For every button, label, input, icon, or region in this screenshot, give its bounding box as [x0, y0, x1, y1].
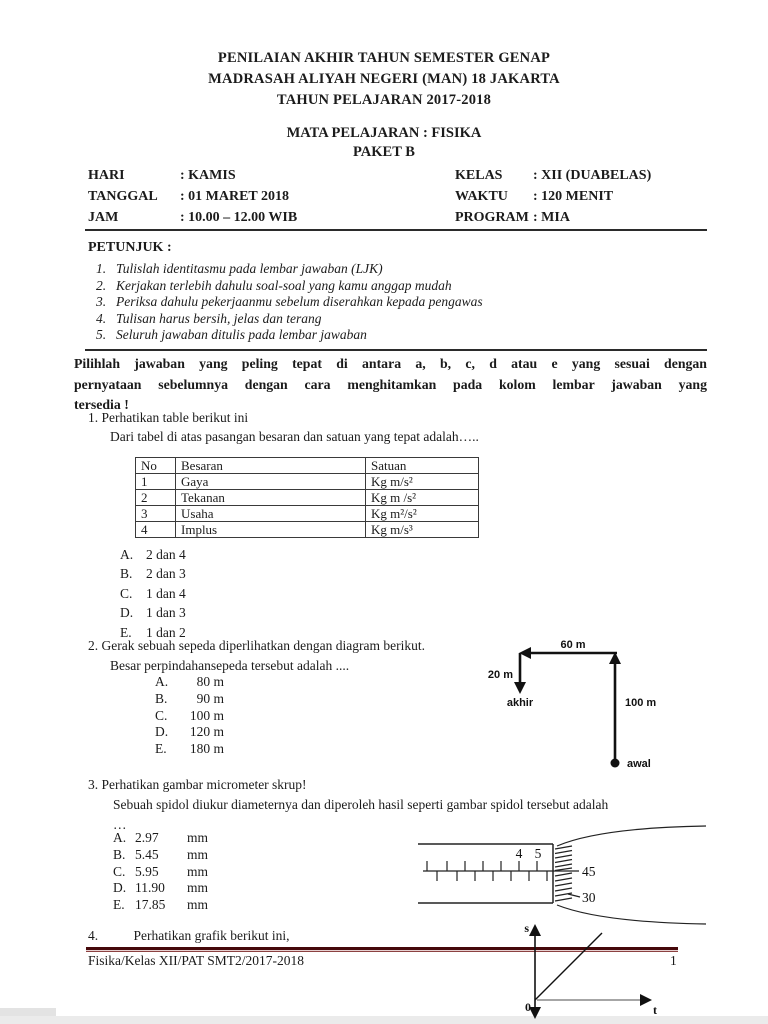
petunjuk-item-text: Tulislah identitasmu pada lembar jawaban (LJK) [116, 261, 383, 276]
arrowhead-down-icon [514, 682, 526, 694]
petunjuk-item [96, 294, 483, 311]
option-letter: A. [120, 547, 134, 562]
petunjuk-heading: PETUNJUK : [88, 240, 172, 255]
displacement-diagram [478, 632, 673, 774]
arrowhead-up-icon [529, 924, 541, 936]
divider-rule-petunjuk [85, 349, 707, 351]
option-text: 1 dan 4 [146, 585, 186, 601]
option-unit: mm [187, 830, 209, 845]
option-letter: E. [155, 741, 167, 757]
question-4-number: 4. [88, 928, 99, 943]
thimble-hatch-lower [555, 873, 572, 901]
info-label-tanggal: TANGGAL [88, 189, 158, 204]
petunjuk-item-text: Seluruh jawaban ditulis pada lembar jawaban [116, 327, 367, 343]
question-1 [88, 408, 479, 446]
cell-satuan: Kg m²/s² [366, 506, 479, 522]
petunjuk-item-text: Kerjakan terlebih dahulu soal-soal yang kamu anggap mudah [116, 277, 452, 293]
question-1-number: 1. [88, 410, 99, 425]
cell-satuan: Kg m /s² [366, 490, 479, 506]
question-1-options [120, 545, 186, 642]
info-row [88, 165, 708, 186]
table-row [136, 522, 479, 538]
option-text: 1 dan 3 [146, 605, 186, 621]
table-row [136, 474, 479, 490]
option-unit: mm [187, 863, 209, 879]
thimble-scale-45: 45 [582, 864, 596, 879]
leader-line-30 [568, 894, 580, 897]
question-3-options [113, 830, 208, 914]
option-e [155, 741, 224, 758]
info-value-program: : MIA [533, 210, 570, 225]
option-letter: C. [120, 585, 133, 601]
divider-rule-top [85, 229, 707, 231]
option-letter: D. [120, 605, 134, 621]
info-label-kelas: KELAS [455, 168, 503, 183]
cell-no: 1 [136, 474, 176, 490]
option-value: 17.85 [135, 897, 166, 913]
cell-besaran: Usaha [176, 506, 366, 522]
cell-besaran: Implus [176, 522, 366, 538]
title-line-1: PENILAIAN AKHIR TAHUN SEMESTER GENAP [217, 50, 551, 66]
info-label-waktu: WAKTU [455, 189, 508, 204]
info-value-tanggal: : 01 MARET 2018 [180, 189, 290, 204]
exam-info [88, 165, 708, 228]
info-value-waktu: : 120 MENIT [533, 189, 614, 204]
option-letter: A. [155, 674, 169, 689]
option-text: 180 m [189, 741, 224, 757]
petunjuk-item-number: 2. [96, 277, 107, 293]
info-row [88, 207, 708, 228]
option-b [155, 691, 224, 708]
option-unit: mm [187, 897, 209, 913]
option-text: 2 dan 3 [146, 566, 186, 582]
petunjuk-item [96, 311, 483, 328]
origin-label: 0 [525, 1000, 531, 1014]
table-header-no: No [136, 458, 176, 474]
option-letter: D. [113, 880, 127, 896]
option-c [120, 584, 186, 603]
distance-right-label: 100 m [625, 697, 657, 709]
subject-line: MATA PELAJARAN : FISIKA [286, 125, 482, 141]
question-2 [88, 636, 425, 676]
info-label-program: PROGRAM [455, 210, 529, 225]
main-scale-number-5: 5 [534, 846, 542, 861]
option-text: 120 m [189, 724, 224, 740]
question-2-line-1 [88, 636, 425, 656]
option-letter: C. [113, 863, 126, 879]
end-point-label: akhir [506, 697, 534, 709]
option-value: 5.45 [135, 846, 159, 862]
option-letter: E. [120, 624, 132, 640]
info-label-jam: JAM [88, 210, 119, 225]
question-1-line-2: Dari tabel di atas pasangan besaran dan satuan yang tepat adalah….. [110, 429, 479, 444]
cell-satuan: Kg m/s³ [366, 522, 479, 538]
option-value: 5.95 [135, 863, 159, 879]
table-header-besaran: Besaran [176, 458, 366, 474]
question-3-text: Perhatikan gambar micrometer skrup! [101, 777, 307, 792]
question-2-text: Gerak sebuah sepeda diperlihatkan dengan diagram berikut. [101, 638, 425, 653]
table-header-row [136, 458, 479, 474]
option-letter: D. [155, 724, 169, 740]
question-4 [88, 928, 289, 944]
option-letter: A. [113, 830, 127, 845]
question-2-number: 2. [88, 638, 99, 653]
instruction-line: Pilihlah jawaban yang peling tepat di antara a, b, c, d atau e yang sesuai dengan [74, 356, 707, 371]
petunjuk-item [96, 327, 483, 344]
option-e [113, 897, 208, 914]
graph-data-line [535, 933, 602, 1000]
y-axis-label: s [524, 921, 529, 935]
info-row [88, 186, 708, 207]
question-3-line-3: … [113, 817, 127, 832]
question-1-table [135, 457, 479, 538]
petunjuk-item [96, 261, 483, 278]
option-c [113, 864, 208, 881]
option-a [120, 545, 186, 564]
page-number: 1 [670, 953, 677, 968]
option-text: 2 dan 4 [146, 547, 186, 562]
option-text: 80 m [196, 674, 224, 689]
option-c [155, 708, 224, 725]
option-text: 1 dan 2 [146, 624, 186, 640]
option-d [155, 724, 224, 741]
answer-instruction [74, 354, 707, 416]
cell-satuan: Kg m/s² [366, 474, 479, 490]
option-d [120, 603, 186, 622]
distance-time-graph [505, 920, 670, 1024]
petunjuk-item-number: 4. [96, 310, 107, 326]
info-value-jam: : 10.00 – 12.00 WIB [180, 210, 298, 225]
option-letter: B. [113, 846, 126, 862]
petunjuk-list [96, 261, 483, 344]
question-2-line-2: Besar perpindahansepeda tersebut adalah .... [110, 658, 350, 673]
option-b [113, 847, 208, 864]
table-row [136, 490, 479, 506]
start-point-dot [611, 759, 620, 768]
title-line-3: TAHUN PELAJARAN 2017-2018 [276, 92, 492, 108]
petunjuk-item [96, 278, 483, 295]
option-letter: B. [155, 690, 168, 706]
exam-title [0, 48, 768, 111]
option-letter: E. [113, 897, 125, 913]
petunjuk-item-text: Tulisan harus bersih, jelas dan terang [116, 310, 322, 326]
question-3-number: 3. [88, 777, 99, 792]
info-label-hari: HARI [88, 168, 125, 183]
thimble-scale-30: 30 [582, 890, 596, 905]
option-text: 100 m [189, 707, 224, 723]
petunjuk-item-number: 5. [96, 327, 107, 343]
x-axis-label: t [653, 1003, 657, 1017]
table-row [136, 506, 479, 522]
thimble-hatch-upper [555, 846, 572, 871]
question-1-line-1 [88, 408, 479, 427]
main-scale-number-4: 4 [515, 846, 523, 861]
option-letter: C. [155, 707, 168, 723]
distance-top-label: 60 m [560, 639, 586, 651]
distance-left-label: 20 m [487, 669, 513, 681]
main-scale-lower-ticks [437, 871, 547, 881]
cell-no: 4 [136, 522, 176, 538]
question-4-text: Perhatikan grafik berikut ini, [133, 928, 290, 943]
main-scale-upper-ticks [427, 861, 537, 871]
start-point-label: awal [627, 758, 651, 770]
question-3-line-1 [88, 775, 608, 795]
instruction-line: tersedia ! [74, 397, 129, 413]
option-unit: mm [187, 846, 209, 862]
cell-no: 3 [136, 506, 176, 522]
instruction-line: pernyataan sebelumnya dengan cara menghitamkan pada kolom lembar jawaban yang [74, 376, 707, 392]
option-value: 2.97 [135, 830, 159, 845]
question-2-options [155, 674, 224, 758]
footer-document-id: Fisika/Kelas XII/PAT SMT2/2017-2018 [88, 953, 305, 968]
option-b [120, 564, 186, 583]
frame-curve-top [557, 826, 706, 846]
table-header-satuan: Satuan [366, 458, 479, 474]
petunjuk-item-text: Periksa dahulu pekerjaanmu sebelum diserahkan kepada pengawas [116, 294, 483, 310]
question-3-line-2: Sebuah spidol diukur diameternya dan diperoleh hasil seperti gambar spidol tersebut adalah [113, 797, 609, 812]
petunjuk-item-number: 1. [96, 261, 107, 276]
question-1-text: Perhatikan table berikut ini [101, 410, 249, 425]
option-letter: B. [120, 566, 133, 582]
arrowhead-right-icon [640, 994, 652, 1006]
info-value-hari: : KAMIS [180, 168, 236, 183]
title-line-2: MADRASAH ALIYAH NEGERI (MAN) 18 JAKARTA [208, 71, 560, 87]
petunjuk-item-number: 3. [96, 294, 107, 310]
option-unit: mm [187, 880, 209, 896]
paket-line: PAKET B [353, 144, 415, 160]
option-a [155, 674, 224, 691]
cell-besaran: Tekanan [176, 490, 366, 506]
option-text: 90 m [196, 690, 224, 706]
cell-besaran: Gaya [176, 474, 366, 490]
cell-no: 2 [136, 490, 176, 506]
micrometer-diagram [405, 818, 715, 930]
option-d [113, 880, 208, 897]
info-value-kelas: : XII (DUABELAS) [533, 168, 652, 183]
option-value: 11.90 [135, 880, 165, 896]
option-a [113, 830, 208, 847]
